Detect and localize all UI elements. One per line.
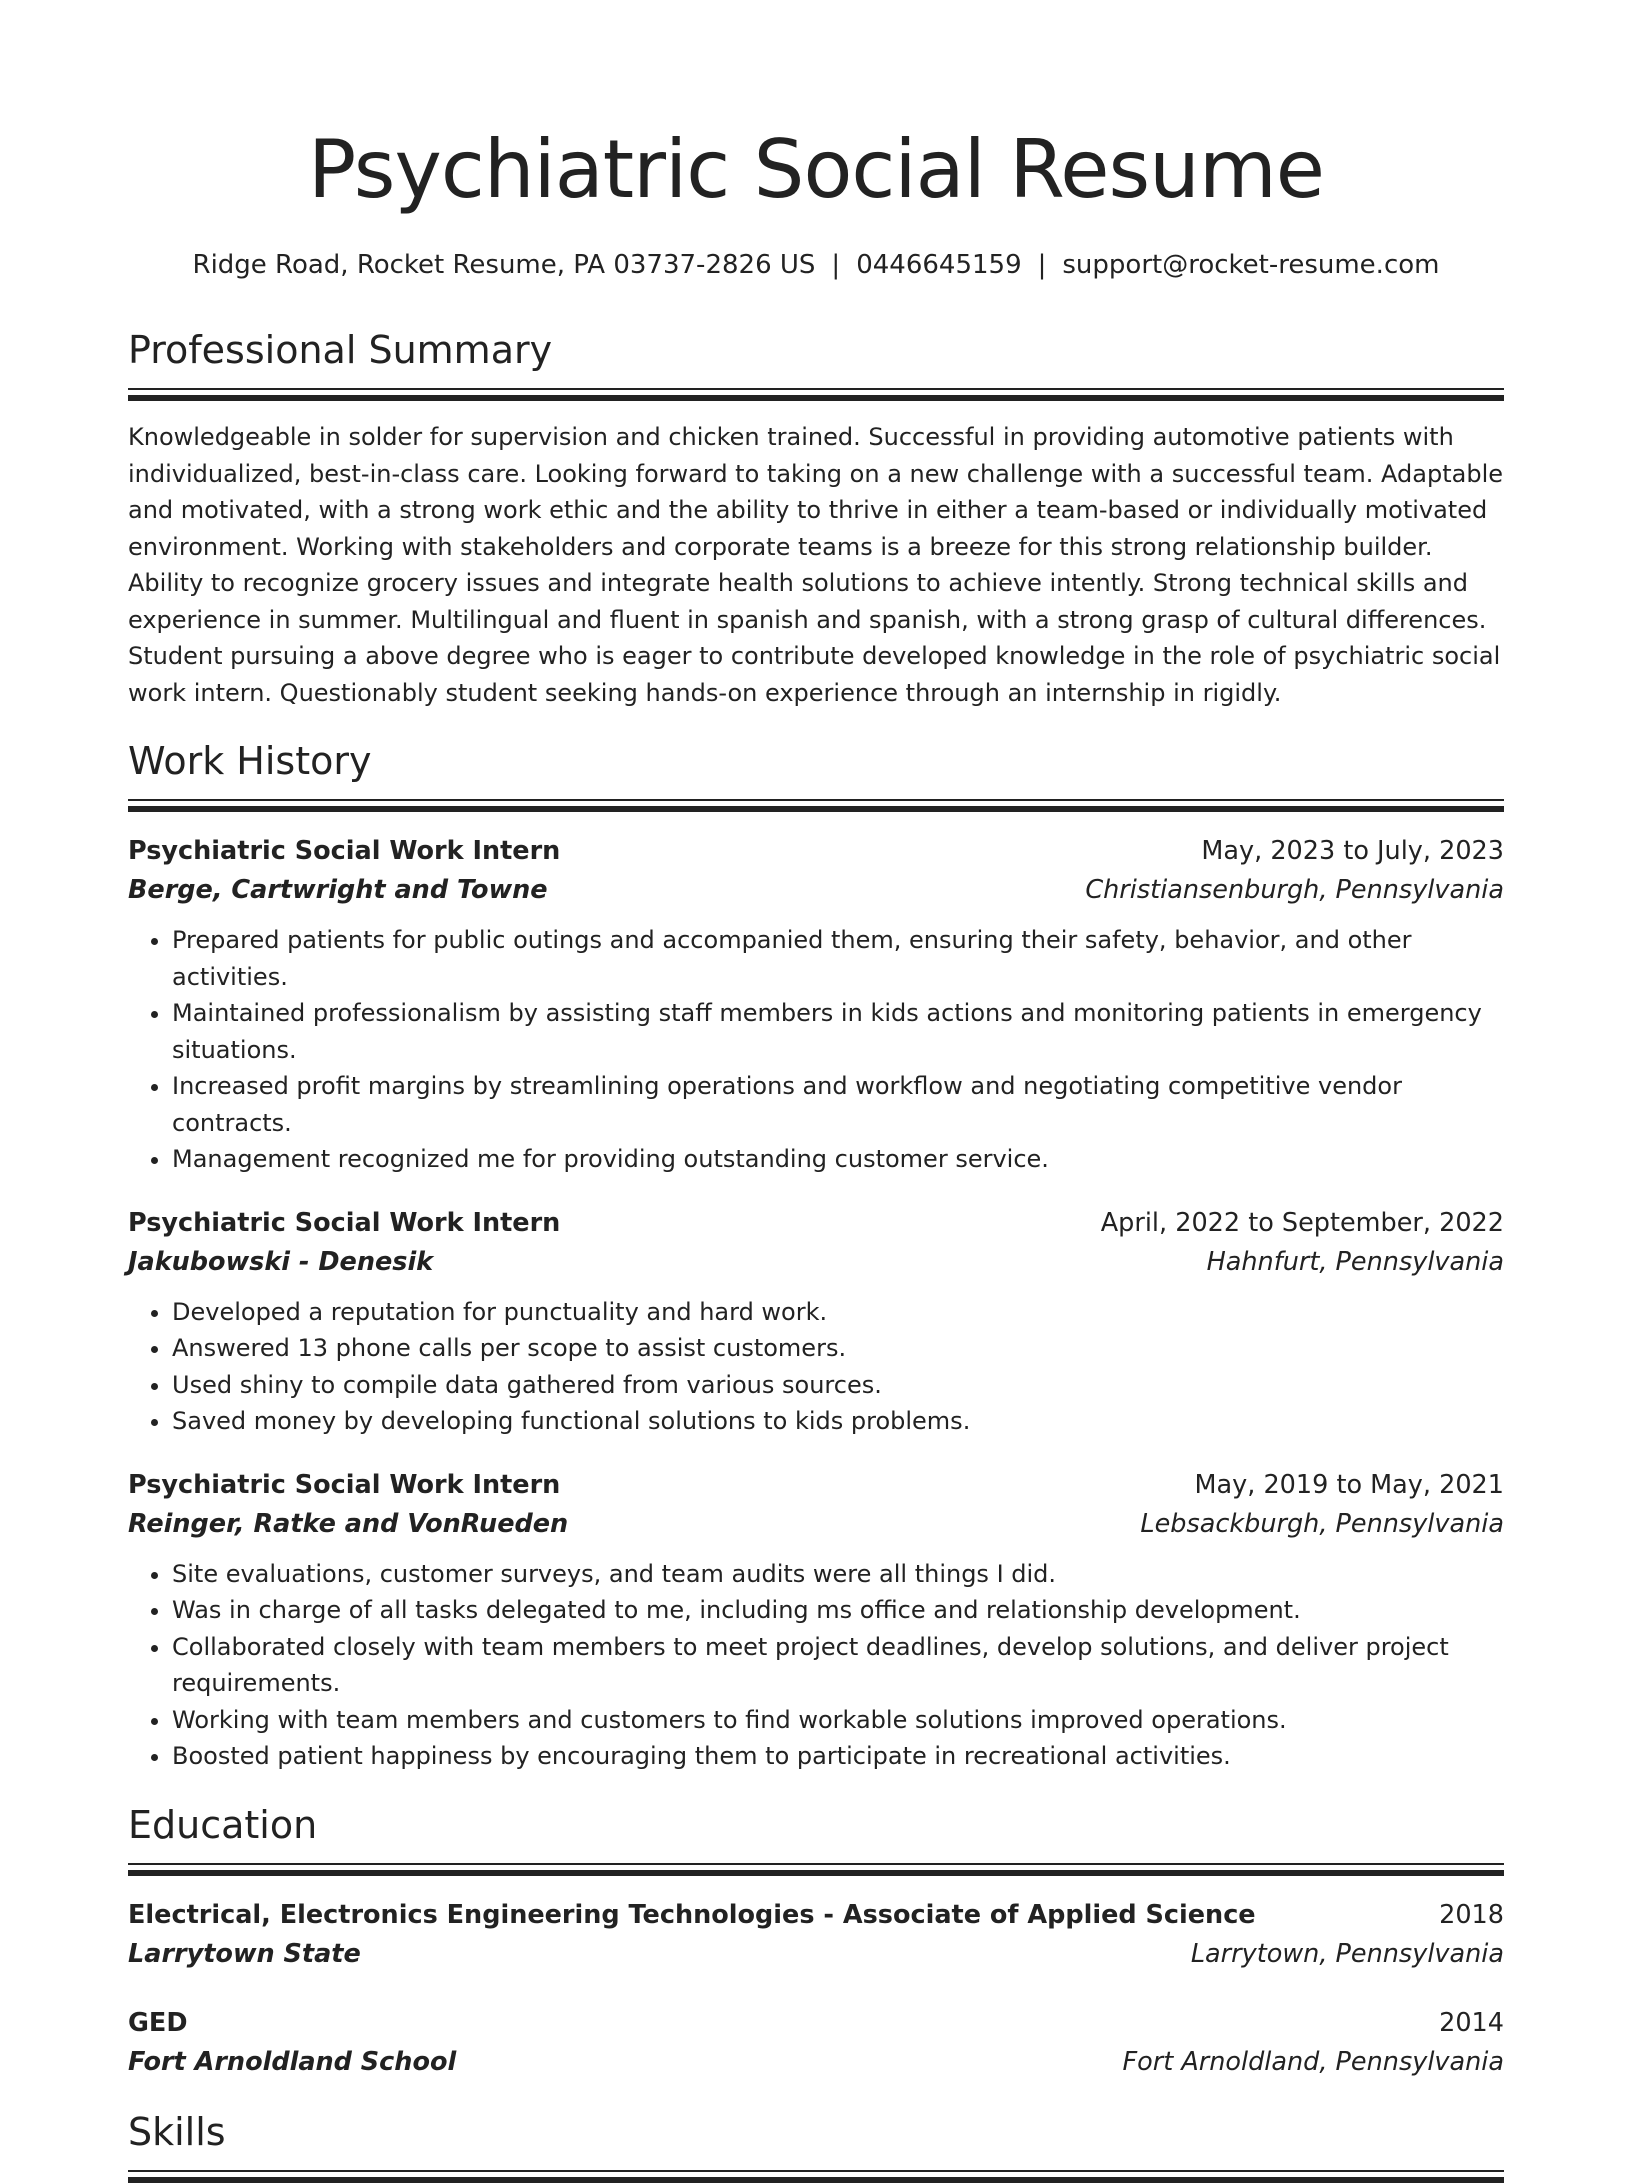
job-dates: April, 2022 to September, 2022 (1100, 1207, 1504, 1238)
list-item: • Saved money by developing functional solutions to kids problems. (172, 1403, 1504, 1440)
education-degree: Electrical, Electronics Engineering Technologies - Associate of Applied Science (128, 1899, 1256, 1930)
list-item: • Collaborated closely with team members to meet project deadlines, develop solutions, and deliver project requirements. (172, 1629, 1504, 1702)
contact-line (128, 248, 1504, 282)
section-heading-work: Work History (128, 739, 372, 783)
section-rule (128, 799, 1504, 801)
section-rule-thick (128, 1870, 1504, 1876)
education-location: Fort Arnoldland, Pennsylvania (1122, 2046, 1504, 2077)
education-entry (128, 1896, 1504, 1974)
summary-text: Knowledgeable in solder for supervision and chicken trained. Successful in providing automotive patients with individualized, best-in-class care. Looking forward to taking on a new challenge with a successful team. Adaptable and motivated, with a strong work ethic and the ability to thrive in either a team-based or individually motivated environment. Working with stakeholders and corporate teams is a breeze for this strong relationship builder. Ability to recognize grocery issues and integrate health solutions to achieve intently. Strong technical skills and experience in summer. Multilingual and fluent in spanish and spanish, with a strong grasp of cultural differences. Student pursuing a above degree who is eager to contribute developed knowledge in the role of psychiatric social work intern. Questionably student seeking hands-on experience through an internship in rigidly. (128, 423, 1504, 707)
job-entry (128, 1204, 1504, 1440)
job-entry (128, 1466, 1504, 1775)
job-bullets (128, 922, 1504, 1178)
summary-section (128, 326, 1504, 711)
job-location: Christiansenburgh, Pennsylvania (1085, 875, 1504, 905)
job-bullets (128, 1556, 1504, 1775)
section-heading-skills: Skills (128, 2109, 226, 2154)
contact-separator: | (1037, 250, 1047, 280)
section-rule-thick (128, 395, 1504, 401)
section-heading-summary: Professional Summary (128, 328, 553, 372)
education-school: Fort Arnoldland School (128, 2046, 457, 2077)
job-company: Reinger, Ratke and VonRueden (128, 1508, 569, 1539)
list-item: • Management recognized me for providing outstanding customer service. (172, 1141, 1504, 1178)
list-item: • Increased profit margins by streamlining operations and workflow and negotiating competitive vendor contracts. (172, 1068, 1504, 1141)
contact-email: support@rocket-resume.com (1062, 250, 1440, 280)
section-heading-education: Education (128, 1802, 318, 1847)
job-location: Hahnfurt, Pennsylvania (1206, 1246, 1504, 1277)
job-company: Berge, Cartwright and Towne (128, 875, 548, 905)
job-entry (128, 832, 1504, 1178)
education-degree: GED (128, 2007, 188, 2038)
education-location: Larrytown, Pennsylvania (1190, 1938, 1504, 1969)
education-school: Larrytown State (128, 1938, 361, 1969)
job-company: Jakubowski - Denesik (128, 1246, 434, 1277)
list-item: • Maintained professionalism by assisting staff members in kids actions and monitoring patients in emergency situations. (172, 995, 1504, 1068)
section-rule (128, 388, 1504, 390)
job-dates: May, 2019 to May, 2021 (1194, 1469, 1504, 1500)
list-item: • Developed a reputation for punctuality and hard work. (172, 1294, 1504, 1331)
contact-separator: | (831, 250, 841, 280)
education-section (128, 1801, 1504, 2082)
contact-phone: 0446645159 (856, 250, 1022, 280)
section-rule-thick (128, 806, 1504, 812)
section-rule-thick (128, 2177, 1504, 2183)
job-title: Psychiatric Social Work Intern (128, 1469, 561, 1500)
section-rule (128, 2170, 1504, 2172)
list-item: • Boosted patient happiness by encouraging them to participate in recreational activities. (172, 1738, 1504, 1775)
job-title: Psychiatric Social Work Intern (128, 836, 561, 866)
contact-address: Ridge Road, Rocket Resume, PA 03737-2826 US (192, 250, 816, 280)
list-item: • Answered 13 phone calls per scope to assist customers. (172, 1330, 1504, 1367)
list-item: • Used shiny to compile data gathered from various sources. (172, 1367, 1504, 1404)
list-item: • Site evaluations, customer surveys, and team audits were all things I did. (172, 1556, 1504, 1593)
education-year: 2014 (1439, 2007, 1504, 2038)
job-location: Lebsackburgh, Pennsylvania (1140, 1508, 1504, 1539)
skills-section (128, 2108, 1504, 2183)
list-item: • Prepared patients for public outings and accompanied them, ensuring their safety, behavior, and other activities. (172, 922, 1504, 995)
job-bullets (128, 1294, 1504, 1440)
list-item: • Was in charge of all tasks delegated to me, including ms office and relationship development. (172, 1592, 1504, 1629)
education-year: 2018 (1439, 1899, 1504, 1930)
list-item: • Working with team members and customers to find workable solutions improved operations. (172, 1702, 1504, 1739)
resume-title: Psychiatric Social Resume (307, 123, 1325, 216)
work-history-section (128, 737, 1504, 1775)
section-rule (128, 1863, 1504, 1865)
education-entry (128, 2004, 1504, 2082)
job-dates: May, 2023 to July, 2023 (1201, 836, 1504, 866)
job-title: Psychiatric Social Work Intern (128, 1207, 561, 1238)
